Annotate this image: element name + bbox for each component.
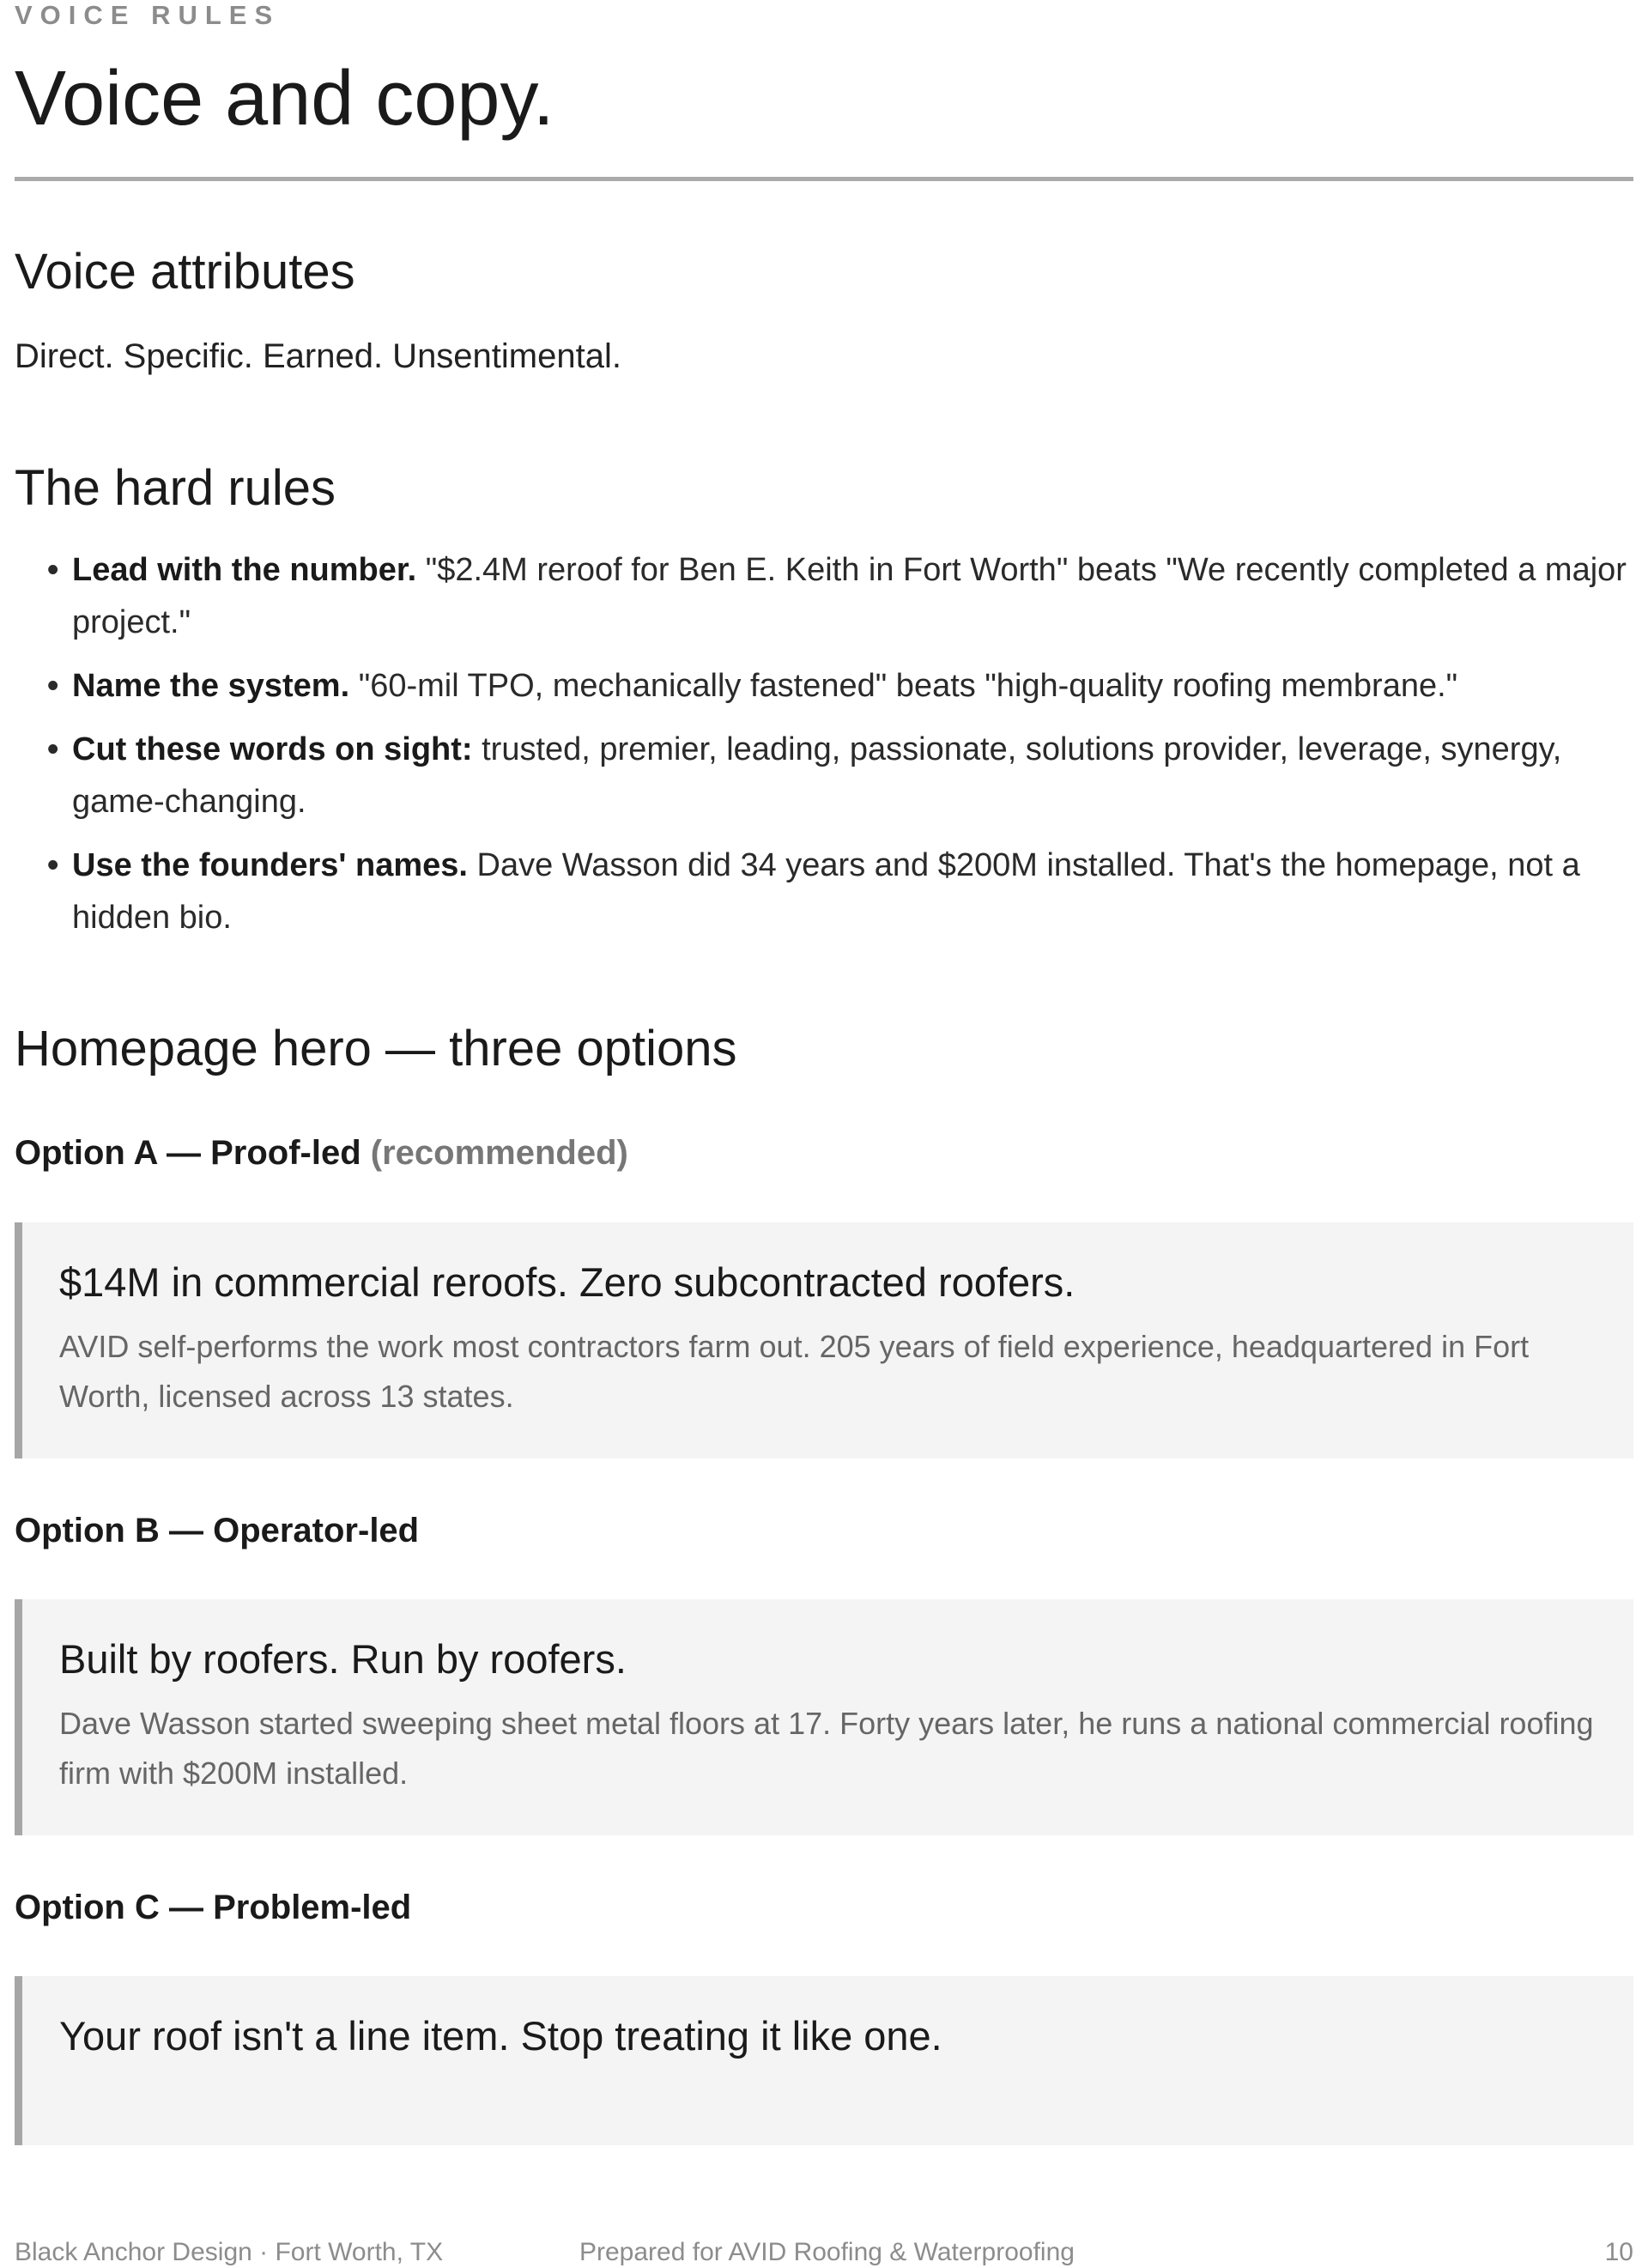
bullet: •	[47, 668, 59, 704]
footer-prepared-for: Prepared for AVID Roofing & Waterproofing	[579, 2238, 1075, 2266]
recommended-note: (recommended)	[360, 1134, 628, 1172]
option-b-headline: Built by roofers. Run by roofers.	[59, 1636, 627, 1682]
rule-lead: Name the system.	[72, 668, 350, 704]
footer-page-number: 10	[1604, 2238, 1633, 2266]
rule-lead: Use the founders' names.	[72, 847, 468, 883]
option-c-quote	[15, 1976, 1633, 2145]
document-page	[15, 0, 1641, 2264]
option-b-title: Option B — Operator-led	[15, 1512, 420, 1549]
option-a-headline: $14M in commercial reroofs. Zero subcontracted roofers.	[59, 1259, 1075, 1305]
option-a-label	[15, 1131, 628, 1174]
rule-item	[15, 544, 1637, 649]
bullet: •	[47, 731, 59, 767]
section-eyebrow: VOICE RULES	[15, 0, 281, 30]
footer-studio: Black Anchor Design · Fort Worth, TX	[15, 2238, 444, 2266]
hard-rules-heading: The hard rules	[15, 460, 336, 516]
option-a-subtext: AVID self-performs the work most contractors farm out. 205 years of field experience, headquartered in Fort Worth, licensed across 13 states.	[59, 1329, 1530, 1414]
option-b-label	[15, 1509, 419, 1552]
bullet: •	[47, 552, 59, 588]
option-c-title: Option C — Problem-led	[15, 1889, 412, 1926]
rule-text: trusted, premier, leading, passionate, solutions provider, leverage, synergy, game-changing.	[72, 731, 1562, 820]
option-b-quote	[15, 1599, 1633, 1835]
title-divider	[15, 177, 1633, 181]
rule-text: "60-mil TPO, mechanically fastened" beats "high-quality roofing membrane."	[349, 668, 1458, 704]
rule-item	[15, 840, 1637, 944]
rule-item	[15, 660, 1637, 713]
rule-lead: Cut these words on sight:	[72, 731, 473, 767]
option-b-subtext: Dave Wasson started sweeping sheet metal floors at 17. Forty years later, he runs a national commercial roofing firm with $200M installed.	[59, 1706, 1594, 1791]
voice-attributes-text: Direct. Specific. Earned. Unsentimental.	[15, 337, 621, 375]
rule-text: "$2.4M reroof for Ben E. Keith in Fort Worth" beats "We recently completed a major project."	[72, 552, 1627, 640]
voice-attributes-heading: Voice attributes	[15, 244, 355, 300]
hero-heading: Homepage hero — three options	[15, 1021, 737, 1076]
rule-item	[15, 724, 1637, 828]
option-c-headline: Your roof isn't a line item. Stop treating it like one.	[59, 2013, 942, 2059]
hard-rules-list	[15, 544, 1637, 955]
bullet: •	[47, 847, 59, 883]
rule-text: Dave Wasson did 34 years and $200M installed. That's the homepage, not a hidden bio.	[72, 847, 1580, 936]
option-c-label	[15, 1886, 411, 1929]
rule-lead: Lead with the number.	[72, 552, 417, 588]
option-a-title: Option A — Proof-led	[15, 1134, 361, 1172]
page-title: Voice and copy.	[15, 56, 554, 142]
option-a-quote	[15, 1222, 1633, 1458]
